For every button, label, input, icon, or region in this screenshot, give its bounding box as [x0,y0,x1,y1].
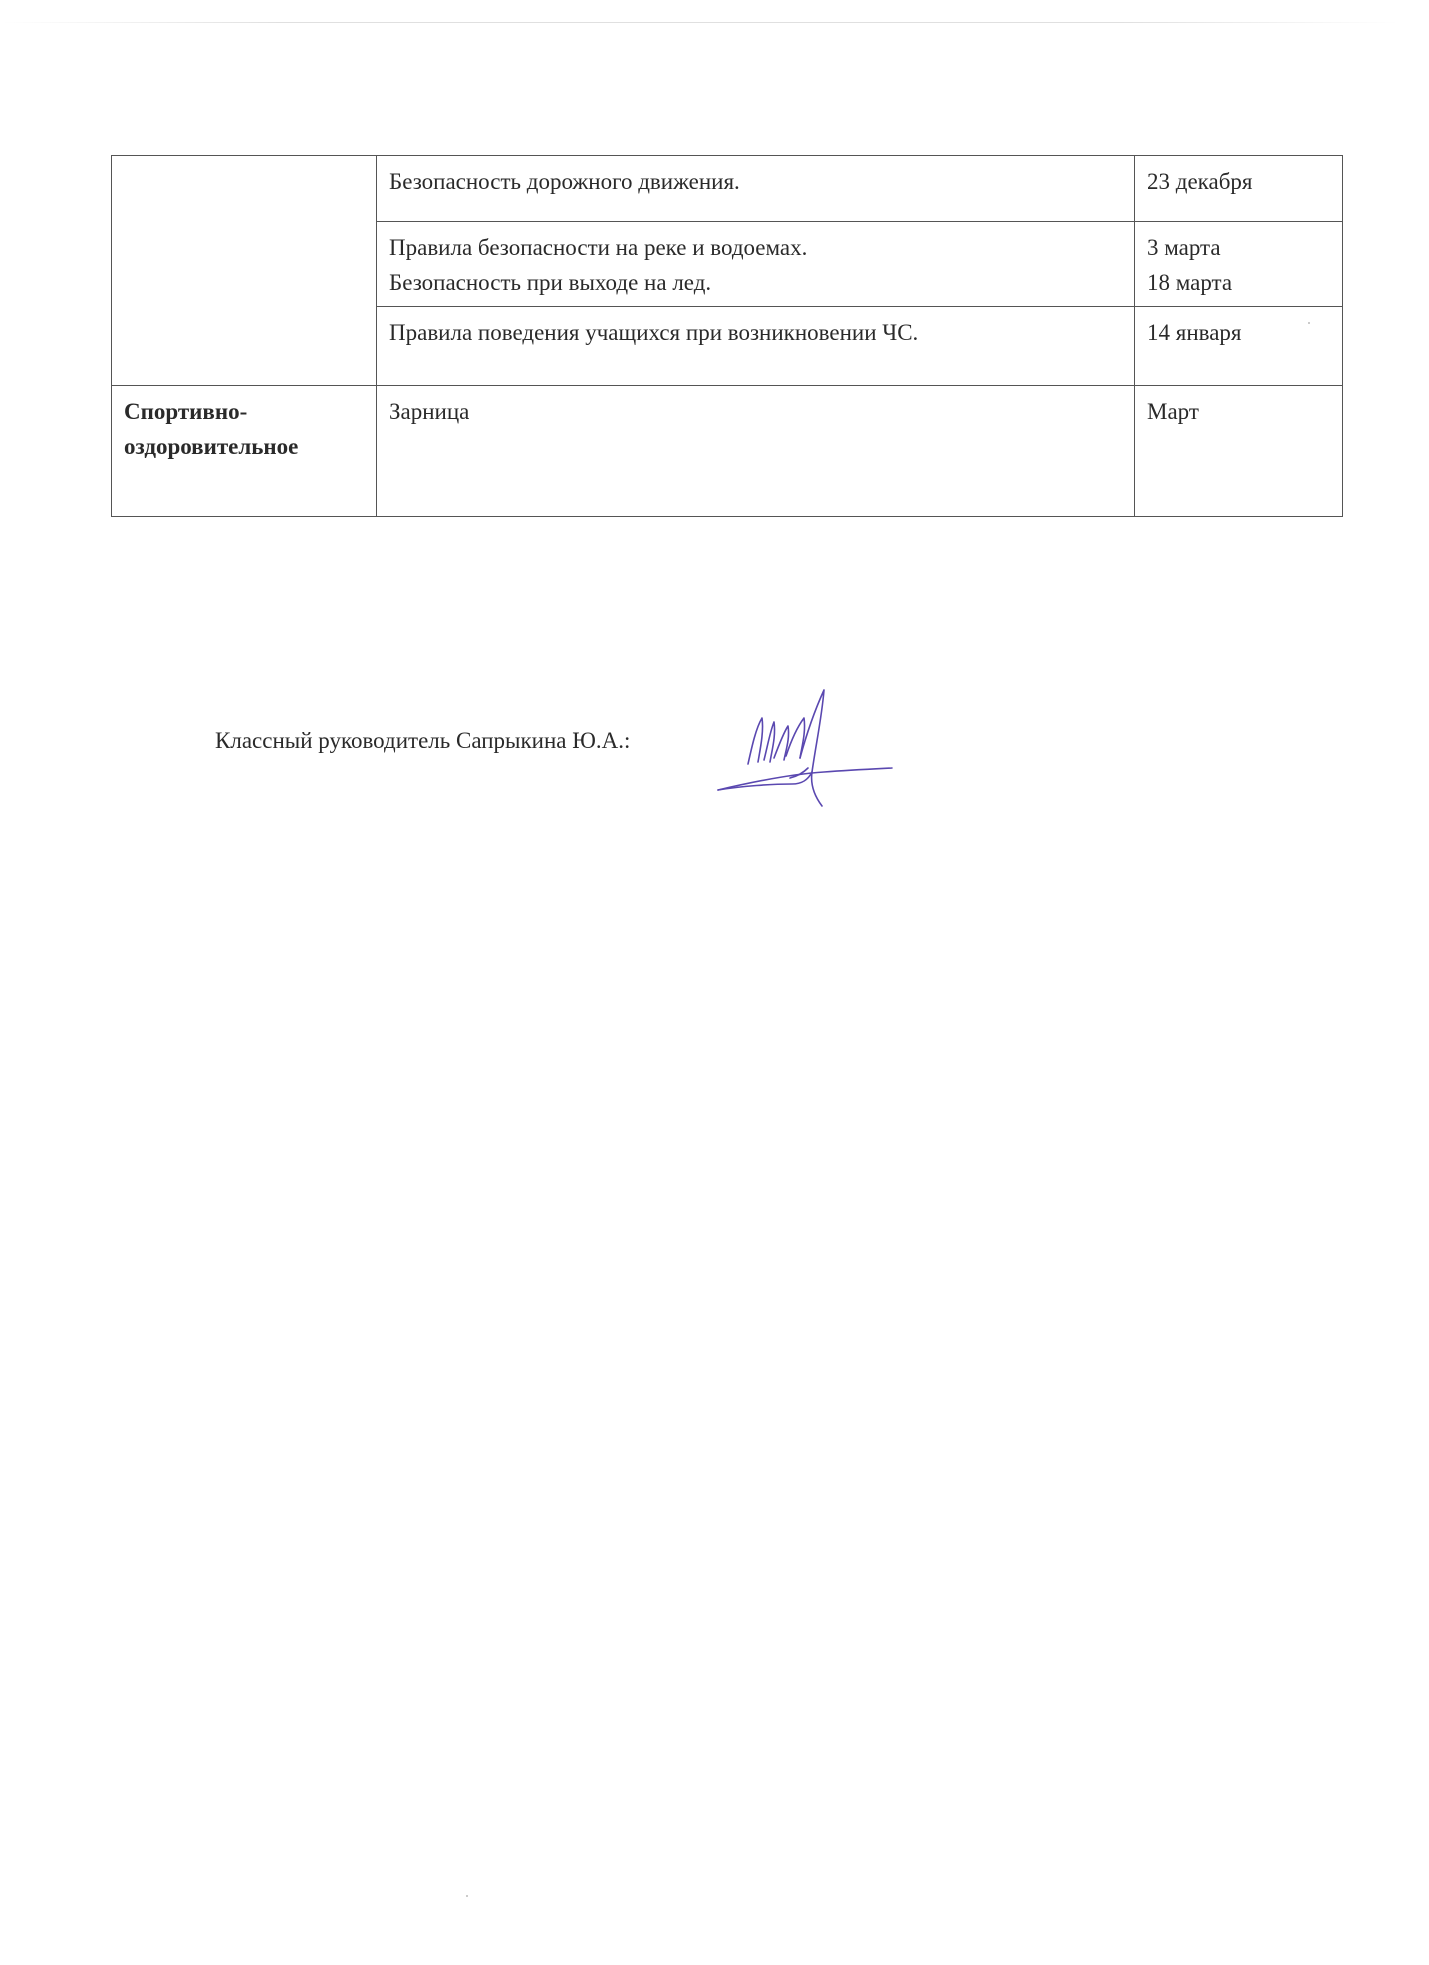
event-cell [377,222,1135,307]
scan-edge [0,22,1400,23]
table-row [112,386,1343,517]
event-text: Правила безопасности на реке и водоемах. [389,235,808,260]
event-text: Зарница [389,399,470,424]
date-text: 3 марта [1147,235,1221,260]
date-text: Март [1147,399,1199,424]
date-cell [1135,156,1343,222]
table-row [112,156,1343,222]
scan-speck [466,1895,468,1897]
date-cell [1135,222,1343,307]
date-cell [1135,307,1343,386]
date-text: 14 января [1147,320,1242,345]
event-text: Безопасность при выходе на лед. [389,270,712,295]
event-text: Правила поведения учащихся при возникновении ЧС. [389,320,919,345]
event-cell [377,156,1135,222]
category-cell [112,156,377,386]
category-text: Спортивно- оздоровительное [124,399,299,459]
plan-table [111,155,1343,517]
event-cell [377,307,1135,386]
event-cell [377,386,1135,517]
date-text: 18 марта [1147,270,1233,295]
scan-speck [1308,322,1310,324]
event-text: Безопасность дорожного движения. [389,169,740,194]
date-text: 23 декабря [1147,169,1253,194]
date-cell [1135,386,1343,517]
handwritten-signature [712,676,912,826]
category-cell [112,386,377,517]
signature-caption: Классный руководитель Сапрыкина Ю.А.: [215,728,631,753]
